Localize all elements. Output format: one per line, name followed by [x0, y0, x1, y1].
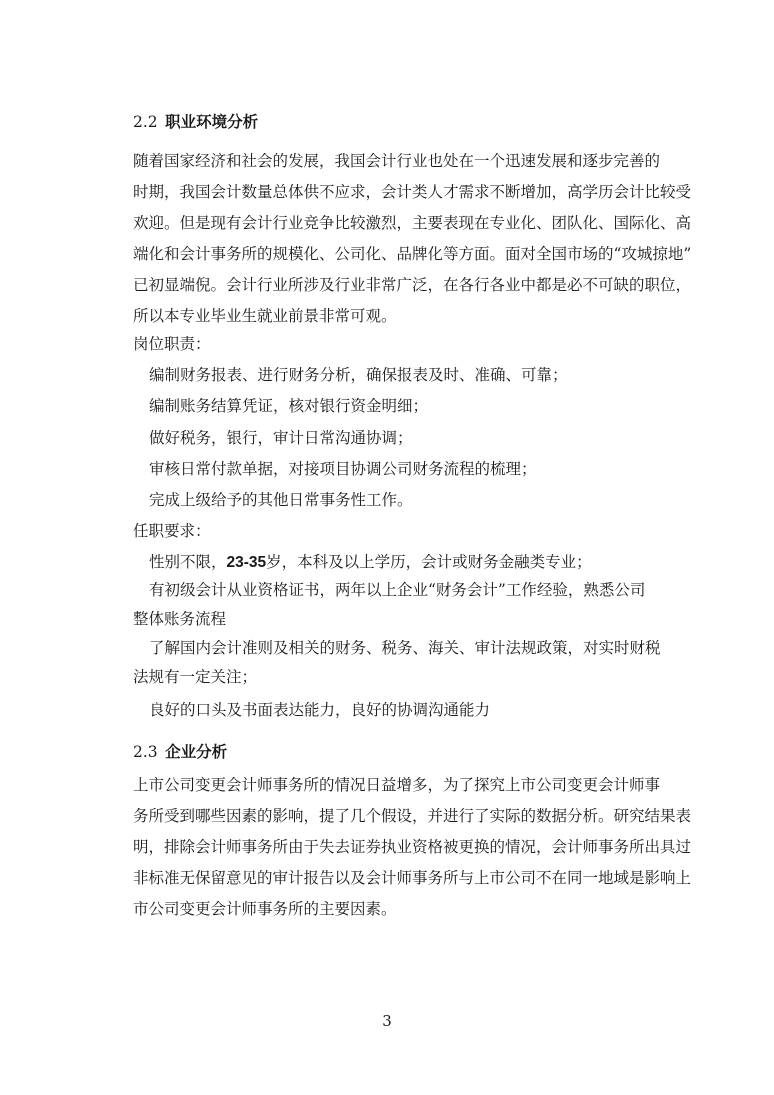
- duty-item: 编制账务结算凭证，核对银行资金明细；: [149, 397, 429, 415]
- paragraph-line: 务所受到哪些因素的影响，提了几个假设，并进行了实际的数据分析。研究结果表: [133, 807, 692, 825]
- requirement-text: 性别不限，: [149, 553, 227, 571]
- paragraph-line: 已初显端倪。会计行业所涉及行业非常广泛，在各行各业中都是必不可缺的职位，: [133, 276, 692, 294]
- page-number: 3: [382, 1012, 392, 1030]
- paragraph-line: 上市公司变更会计师事务所的情况日益增多，为了探究上市公司变更会计师事: [133, 776, 661, 794]
- section-title: 职业环境分析: [165, 112, 259, 131]
- requirement-line: 整体账务流程: [133, 610, 227, 628]
- career-environment-paragraph: [133, 146, 692, 332]
- paragraph-line: 所以本专业毕业生就业前景非常可观。: [133, 307, 397, 325]
- paragraph-line: 时期，我国会计数量总体供不应求，会计类人才需求不断增加，高学历会计比较受: [133, 183, 692, 201]
- section-heading-2-3: [133, 740, 227, 762]
- requirement-text: 岁，本科及以上学历，会计或财务金融类专业；: [266, 553, 592, 571]
- duty-item: 完成上级给予的其他日常事务性工作。: [149, 491, 413, 509]
- requirement-item: [133, 576, 653, 634]
- duty-item: 做好税务，银行，审计日常沟通协调；: [149, 429, 413, 447]
- requirement-item: [133, 634, 661, 692]
- paragraph-line: 明，排除会计师事务所由于失去证券执业资格被更换的情况，会计师事务所出具过: [133, 838, 692, 856]
- section-number: 2.3: [133, 743, 158, 761]
- section-title: 企业分析: [165, 742, 228, 761]
- requirement-item: [149, 550, 592, 572]
- duty-item: 审核日常付款单据，对接项目协调公司财务流程的梳理；: [149, 460, 537, 478]
- requirement-line: 有初级会计从业资格证书，两年以上企业“财务会计”工作经验，熟悉公司: [149, 581, 646, 599]
- paragraph-line: 市公司变更会计师事务所的主要因素。: [133, 900, 397, 918]
- requirement-line: 了解国内会计准则及相关的财务、税务、海关、审计法规政策，对实时财税: [149, 639, 661, 657]
- duty-item: 编制财务报表、进行财务分析，确保报表及时、准确、可靠；: [149, 366, 568, 384]
- paragraph-line: 端化和会计事务所的规模化、公司化、品牌化等方面。面对全国市场的“攻城掠地”: [133, 245, 692, 263]
- requirements-label: 任职要求：: [133, 522, 211, 540]
- requirement-item: 良好的口头及书面表达能力，良好的协调沟通能力: [149, 701, 491, 719]
- paragraph-line: 随着国家经济和社会的发展，我国会计行业也处在一个迅速发展和逐步完善的: [133, 152, 661, 170]
- section-heading-2-2: [133, 110, 258, 132]
- paragraph-line: 非标准无保留意见的审计报告以及会计师事务所与上市公司不在同一地域是影响上: [133, 869, 692, 887]
- section-number: 2.2: [133, 113, 158, 131]
- paragraph-line: 欢迎。但是现有会计行业竞争比较激烈，主要表现在专业化、团队化、国际化、高: [133, 214, 692, 232]
- requirement-line: 法规有一定关注；: [133, 668, 258, 686]
- enterprise-analysis-paragraph: [133, 770, 692, 925]
- age-range: 23-35: [226, 554, 267, 571]
- duties-label: 岗位职责：: [133, 335, 211, 353]
